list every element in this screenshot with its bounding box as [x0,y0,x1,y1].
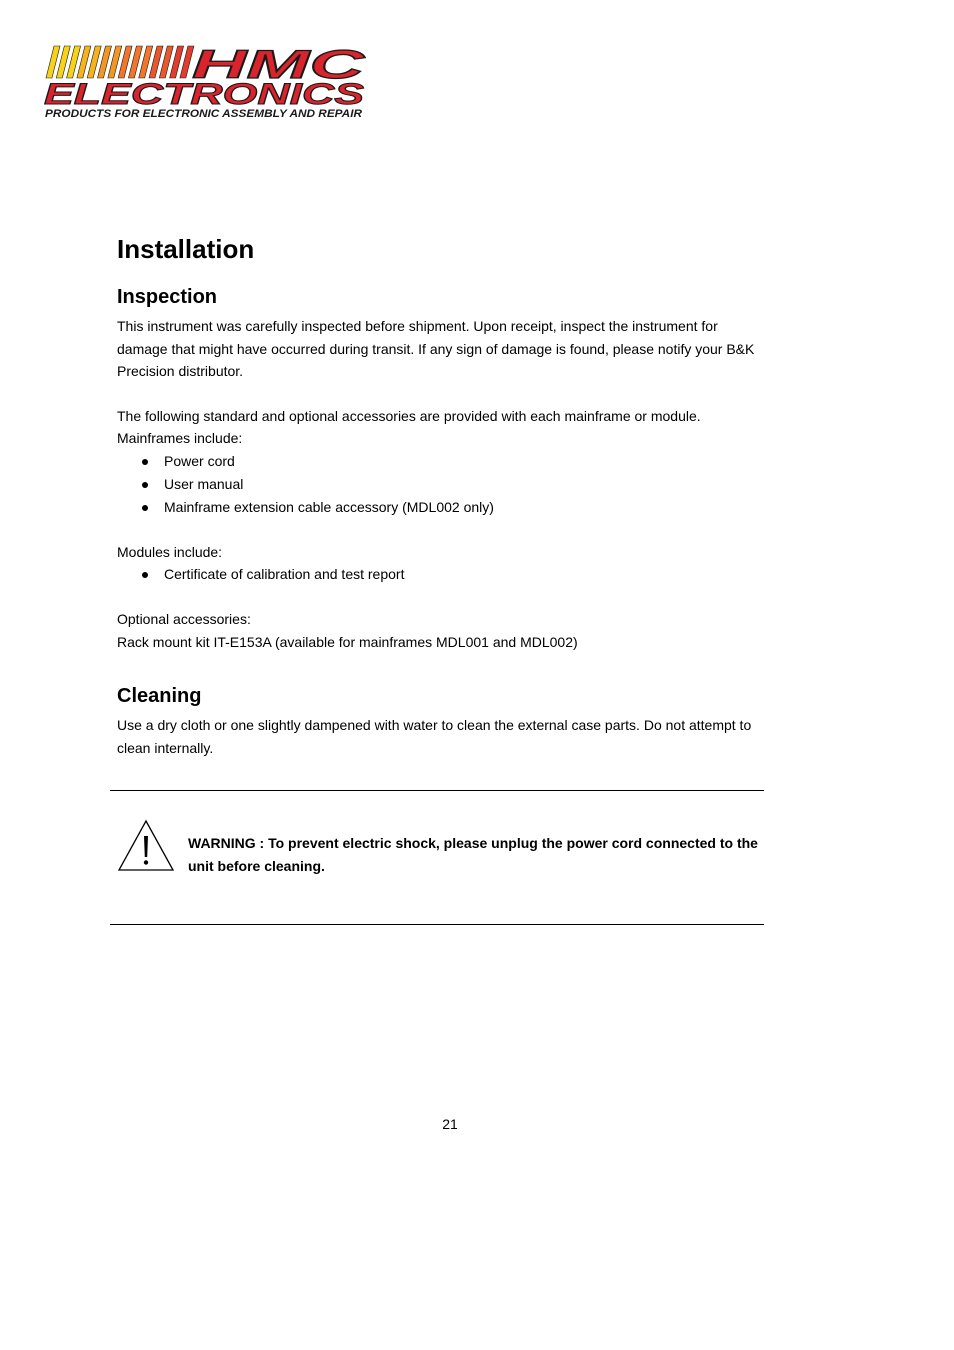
mainframes-label: Mainframes include: [117,430,243,446]
page-number: 21 [442,1116,458,1132]
modules-label: Modules include: [117,543,223,560]
warning-text: WARNING : To prevent electric shock, please unplug the power cord connected to the unit before cleaning. [188,835,758,874]
logo-electronics-text: ELECTRONICS [44,78,364,111]
modules-list [117,563,767,586]
cleaning-text: Use a dry cloth or one slightly dampened with water to clean the external case parts. Do not attempt to clean internally. [117,717,752,756]
list-item: Power cord [117,450,767,473]
page-content [117,228,767,759]
inspection-heading: Inspection [117,286,218,308]
logo-graphic [42,42,366,120]
logo-hmc-text: HMC [192,43,366,87]
hmc-electronics-logo [42,42,366,120]
optional-label: Optional accessories: [117,611,251,627]
warning-bottom-divider [110,924,764,925]
warning-top-divider [110,790,764,791]
inspection-intro: This instrument was carefully inspected before shipment. Upon receipt, inspect the instrument for damage that might have occurred during transit. If any sign of damage is found, please notify your B&K Precision distributor. [117,318,755,379]
warning-triangle-icon [117,819,175,873]
accessories-intro: The following standard and optional accessories are provided with each mainframe or module. [117,407,701,424]
page-title: Installation [117,234,255,264]
optional-text: Rack mount kit IT-E153A (available for mainframes MDL001 and MDL002) [117,633,578,650]
cleaning-heading: Cleaning [117,685,202,707]
list-item: User manual [117,473,767,496]
mainframes-list [117,450,767,519]
list-item: Certificate of calibration and test report [117,563,767,586]
list-item: Mainframe extension cable accessory (MDL002 only) [117,496,767,519]
logo-stripes [46,46,194,78]
logo-tagline: PRODUCTS FOR ELECTRONIC ASSEMBLY AND REPAIR [45,108,363,120]
